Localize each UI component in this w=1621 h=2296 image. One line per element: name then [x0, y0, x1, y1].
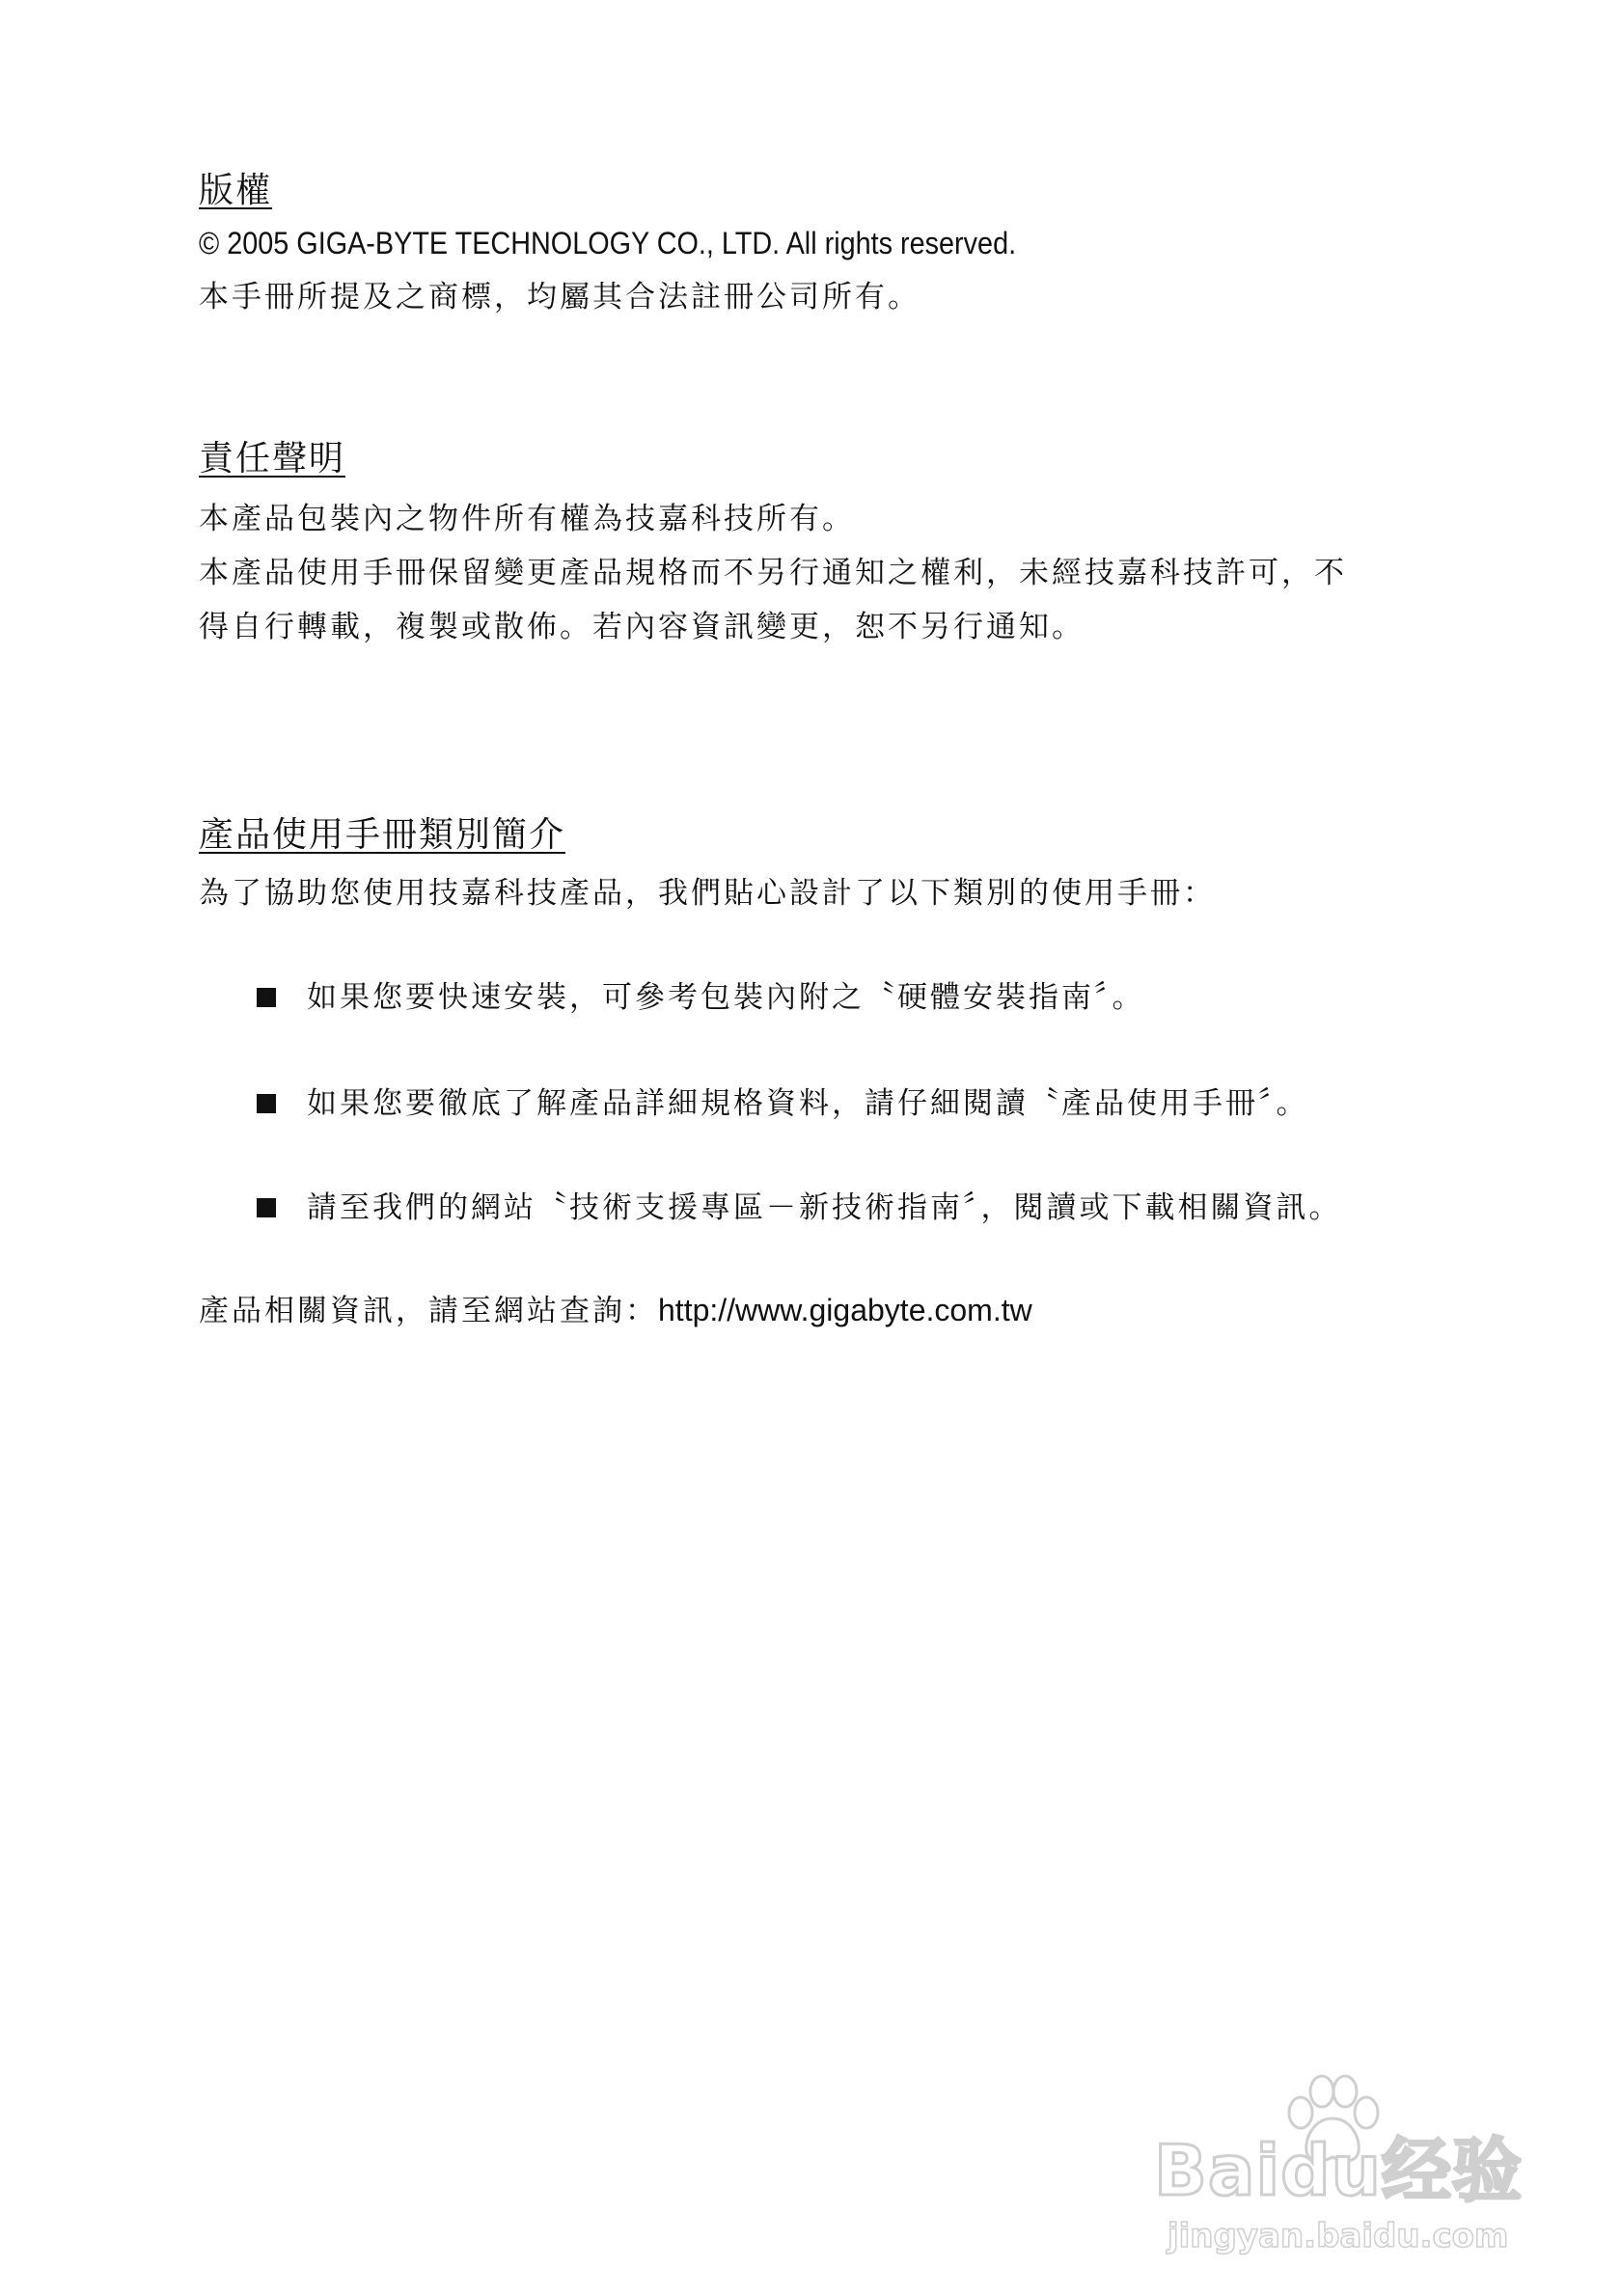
watermark-domain: jingyan.baidu.com [1168, 2217, 1509, 2255]
list-item-text: 請至我們的網站〝技術支援專區－新技術指南〞，閱讀或下載相關資訊。 [307, 1190, 1342, 1225]
disclaimer-line-1: 本產品包裝內之物件所有權為技嘉科技所有。 [199, 502, 855, 536]
baidu-watermark [1154, 2074, 1559, 2267]
copyright-heading: 版權 [199, 171, 273, 210]
square-bullet-icon [257, 988, 276, 1007]
disclaimer-line-3: 得自行轉載，複製或散佈。若內容資訊變更，恕不另行通知。 [199, 610, 1085, 644]
manual-types-intro: 為了協助您使用技嘉科技產品，我們貼心設計了以下類別的使用手冊： [199, 876, 1216, 911]
disclaimer-line-2: 本產品使用手冊保留變更產品規格而不另行通知之權利，未經技嘉科技許可，不 [199, 556, 1347, 590]
watermark-brand: Baidu经验 [1154, 2130, 1523, 2211]
manual-types-heading: 產品使用手冊類別簡介 [199, 815, 566, 855]
square-bullet-icon [257, 1198, 276, 1217]
disclaimer-heading: 責任聲明 [199, 439, 346, 478]
product-info-prefix: 產品相關資訊，請至網站查詢： [199, 1294, 658, 1328]
trademark-statement: 本手冊所提及之商標，均屬其合法註冊公司所有。 [199, 280, 920, 314]
product-info-line [199, 1291, 1032, 1330]
list-item-text: 如果您要徹底了解產品詳細規格資料，請仔細閱讀〝產品使用手冊〞。 [307, 1086, 1309, 1121]
website-url: http://www.gigabyte.com.tw [658, 1293, 1032, 1327]
list-item-text: 如果您要快速安裝，可參考包裝內附之〝硬體安裝指南〞。 [307, 980, 1145, 1015]
square-bullet-icon [257, 1094, 276, 1113]
copyright-notice: © 2005 GIGA-BYTE TECHNOLOGY CO., LTD. All rights reserved. [199, 226, 1017, 260]
